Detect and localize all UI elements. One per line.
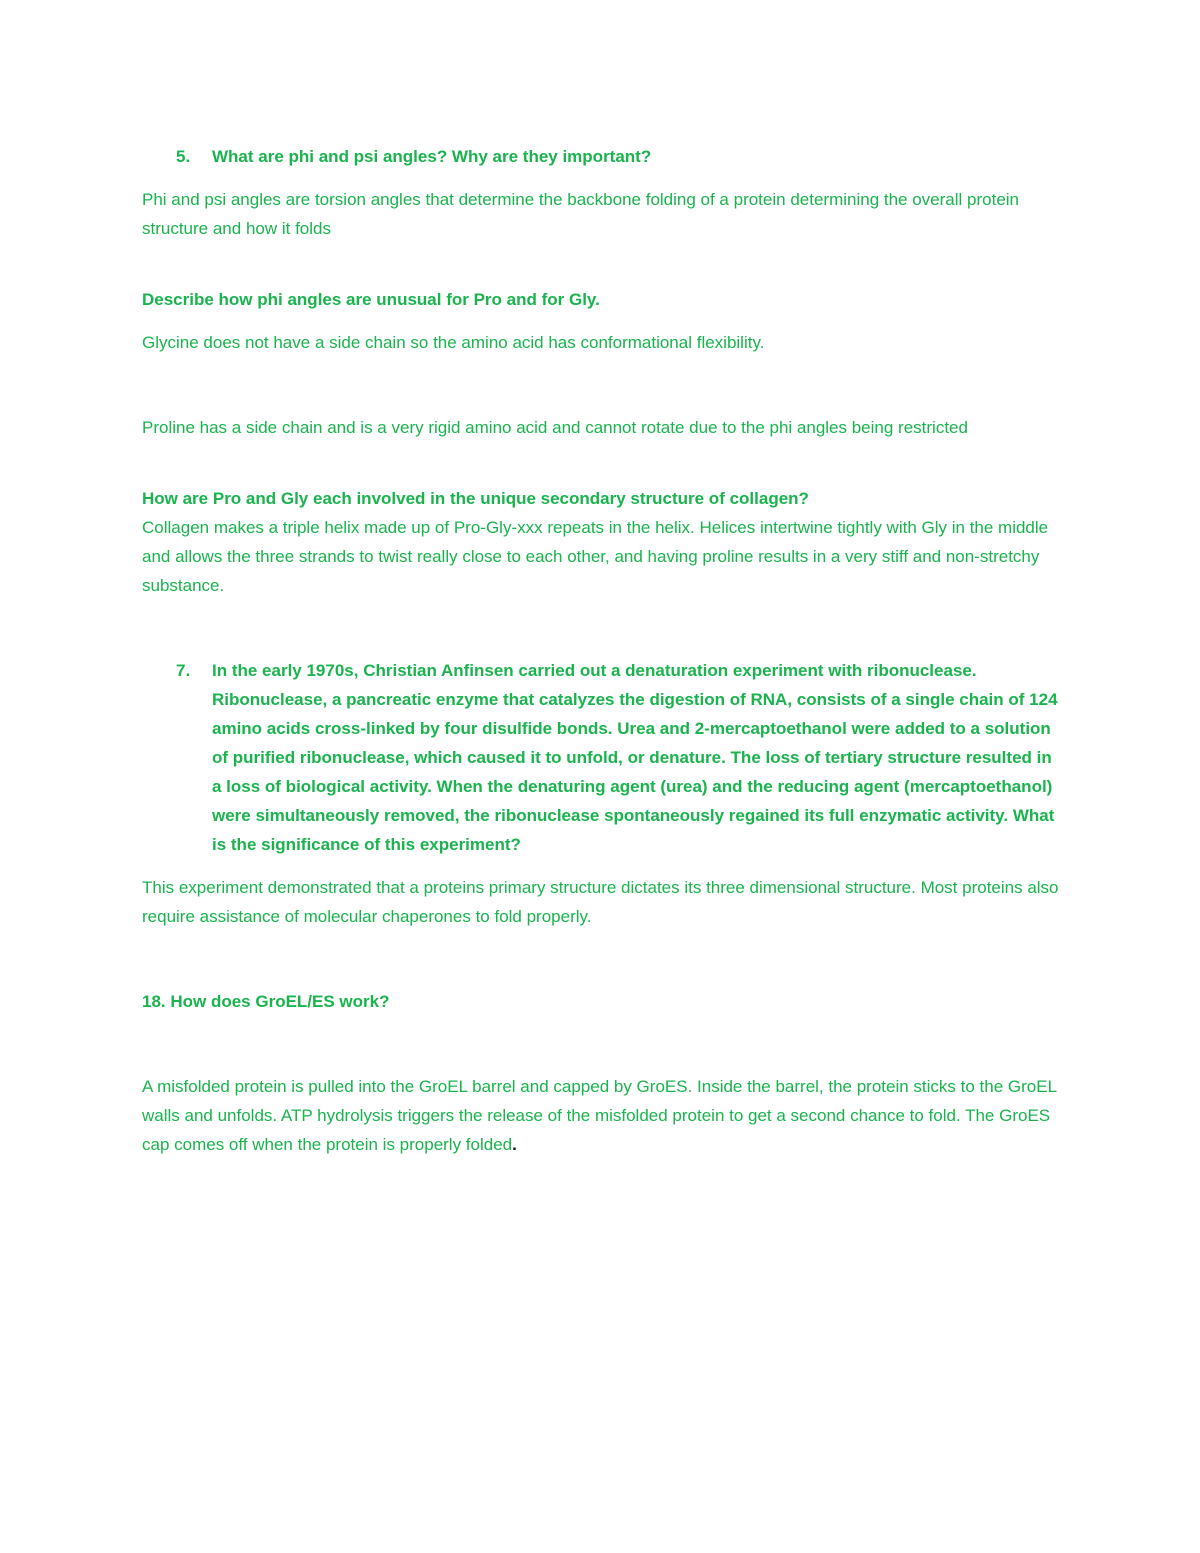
answer-5c: Collagen makes a triple helix made up of Pro-Gly-xxx repeats in the helix. Helices intertwine tightly with Gly in the middle and allows the three strands to twist really close to each other, and having proline results in a very stiff and non-stretchy substance. [142,518,1049,595]
answer-18-period: . [512,1135,517,1154]
question-5-number: 5. [176,147,191,166]
question-5-text: What are phi and psi angles? Why are they important? [212,147,652,166]
answer-5: Phi and psi angles are torsion angles that determine the backbone folding of a protein determining the overall protein structure and how it folds [142,190,1020,238]
question-7 [142,656,1062,859]
answer-18 [142,1072,1062,1159]
answer-18-text: A misfolded protein is pulled into the GroEL barrel and capped by GroES. Inside the barrel, the protein sticks to the GroEL walls and unfolds. ATP hydrolysis triggers the release of the misfolded protein to get a second chance to fold. The GroES cap comes off when the protein is properly folded [142,1077,1057,1154]
question-5c: How are Pro and Gly each involved in the unique secondary structure of collagen? [142,489,809,508]
question-7-number: 7. [176,661,191,680]
answer-7: This experiment demonstrated that a proteins primary structure dictates its three dimensional structure. Most proteins also require assistance of molecular chaperones to fold properly. [142,878,1059,926]
question-5 [142,142,1062,171]
question-7-text: In the early 1970s, Christian Anfinsen carried out a denaturation experiment with ribonuclease. Ribonuclease, a pancreatic enzyme that catalyzes the digestion of RNA, consists of a single chain of 124 amino acids cross-linked by four disulfide bonds. Urea and 2-mercaptoethanol were added to a solution of purified ribonuclease, which caused it to unfold, or denature. The loss of tertiary structure resulted in a loss of biological activity. When the denaturing agent (urea) and the reducing agent (mercaptoethanol) were simultaneously removed, the ribonuclease spontaneously regained its full enzymatic activity. What is the significance of this experiment? [212,661,1058,854]
answer-5b-proline: Proline has a side chain and is a very rigid amino acid and cannot rotate due to the phi angles being restricted [142,418,968,437]
question-5b: Describe how phi angles are unusual for Pro and for Gly. [142,290,600,309]
answer-5b-glycine: Glycine does not have a side chain so the amino acid has conformational flexibility. [142,333,765,352]
question-18: 18. How does GroEL/ES work? [142,992,390,1011]
document-body [142,142,1062,1159]
